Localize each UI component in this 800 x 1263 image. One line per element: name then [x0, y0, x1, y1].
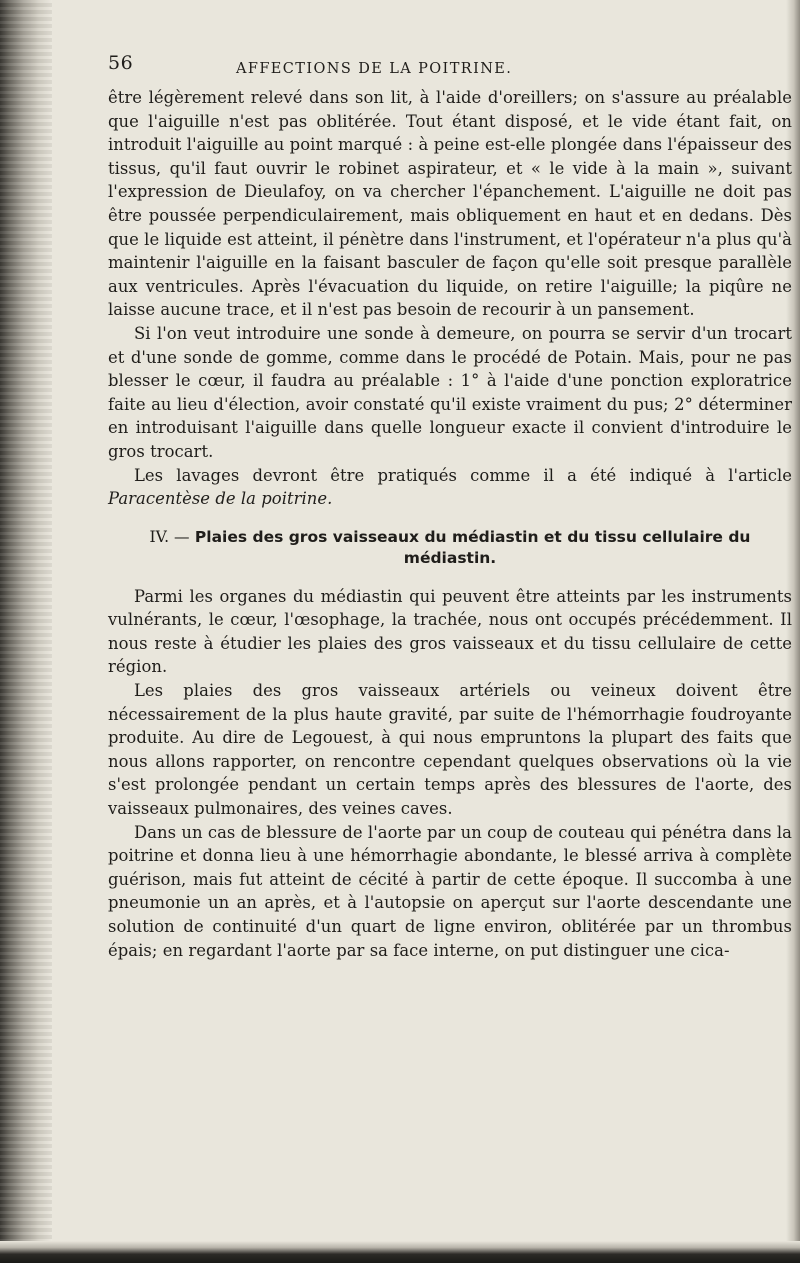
section-title-text: Plaies des gros vaisseaux du médiastin et du tissu cellulaire du médiastin. [194, 527, 751, 567]
article-reference: Paracentèse de la poitrine. [108, 489, 333, 509]
page-bottom-edge [0, 1241, 800, 1263]
paragraph-organes: Parmi les organes du médiastin qui peuvent être atteints par les instruments vulnérants, le cœur, l'œsophage, la trachée, nous ont occupés précédemment. Il nous reste à étudier les plaies des gros vaisseaux et du tissu cellulaire de cette région. [108, 586, 792, 677]
paragraph-sonde: Si l'on veut introduire une sonde à demeure, on pourra se servir d'un trocart et d'une sonde de gomme, comme dans le procédé de Potain. Mais, pour ne pas blesser le cœur, il faudra au préalable : 1° à l'aide d'une ponction exploratrice faite au lieu d'élection, avoir constaté qu'il existe vraiment du pus; 2° déterminer en introduisant l'aiguille dans quelle longueur exacte il convient d'introduire le gros trocart. [108, 323, 792, 461]
paragraph-lavages [108, 464, 792, 511]
running-head: AFFECTIONS DE LA POITRINE. [236, 61, 513, 77]
lavages-text: Les lavages devront être pratiqués comme il a été indiqué à l'article [134, 465, 792, 485]
section-number: IV. — [149, 527, 190, 546]
page-number: 56 [108, 52, 134, 74]
paragraph-plaies: Les plaies des gros vaisseaux artériels ou veineux doivent être nécessairement de la plus haute gravité, par suite de l'hémorrhagie foudroyante produite. Au dire de Legouest, à qui nous empruntons la plupart des faits que nous allons rapporter, on rencontre cependant quelques observations où la vie s'est prolongée pendant un certain temps après des blessures de l'aorte, des vaisseaux pulmonaires, des veines caves. [108, 681, 792, 819]
book-page [108, 52, 792, 962]
page-header [108, 52, 792, 86]
binding-gutter [0, 0, 52, 1263]
section-heading [108, 527, 792, 569]
paragraph-continuation: être légèrement relevé dans son lit, à l'aide d'oreillers; on s'assure au préalable que l'aiguille n'est pas oblitérée. Tout étant disposé, et le vide étant fait, on introduit l'aiguille au point marqué : à peine est-elle plongée dans l'épaisseur des tissus, qu'il faut ouvrir le robinet aspirateur, et « le vide à la main », suivant l'expression de Dieulafoy, on va chercher l'épanchement. L'aiguille ne doit pas être poussée perpendiculairement, mais obliquement en haut et en dedans. Dès que le liquide est atteint, il pénètre dans l'instrument, et l'opérateur n'a plus qu'à maintenir l'aiguille en la faisant basculer de façon qu'elle soit presque parallèle aux ventricules. Après l'évacuation du liquide, on retire l'aiguille; la piqûre ne laisse aucune trace, et il n'est pas besoin de recourir à un pansement. [108, 88, 792, 320]
paragraph-cas-aorte: Dans un cas de blessure de l'aorte par un coup de couteau qui pénétra dans la poitrine et donna lieu à une hémorrhagie abondante, le blessé arriva à complète guérison, mais fut atteint de cécité à partir de cette époque. Il succomba à une pneumonie un an après, et à l'autopsie on aperçut sur l'aorte descendante une solution de continuité d'un quart de ligne environ, oblitérée par un thrombus épais; en regardant l'aorte par sa face interne, on put distinguer une cica- [108, 822, 792, 960]
